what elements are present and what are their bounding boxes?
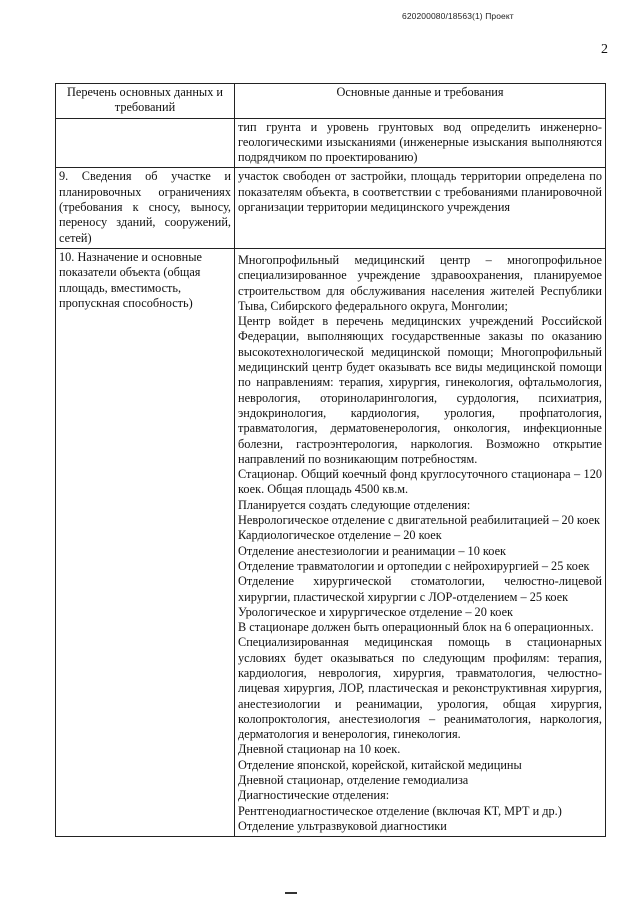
row-continuation-right: тип грунта и уровень грунтовых вод определить инженерно-геологическими изысканиями (инженерные изыскания выполняются подрядчиком по проектированию) (235, 118, 606, 168)
row9-right: участок свободен от застройки, площадь территории определена по показателям объекта, в соответствии с требованиями планировочной организации территории медицинского учреждения (235, 168, 606, 248)
paragraph: Отделение японской, корейской, китайской медицины (238, 757, 522, 772)
paragraph: Диагностические отделения: (238, 788, 390, 803)
paragraph: Стационар. Общий коечный фонд круглосуточного стационара – 120 коек. Общая площадь 4500 кв.м. (238, 467, 602, 497)
paragraph: Урологическое и хирургическое отделение – 20 коек (238, 604, 514, 619)
paragraph: Отделение травматологии и ортопедии с нейрохирургией – 25 коек (238, 558, 590, 573)
table-row (56, 248, 606, 836)
paragraph: Кардиологическое отделение – 20 коек (238, 528, 442, 543)
requirements-table (55, 83, 606, 837)
page-number: 2 (601, 42, 608, 57)
col1-header: Перечень основных данных и требований (56, 84, 235, 119)
document-id: 620200080/18563(1) Проект (402, 11, 514, 21)
table-header-row (56, 84, 606, 119)
table-row (56, 118, 606, 168)
paragraph: Рентгенодиагностическое отделение (включая КТ, МРТ и др.) (238, 803, 562, 818)
row10-left: 10. Назначение и основные показатели объекта (общая площадь, вместимость, пропускная способность) (56, 248, 235, 836)
scan-mark (285, 892, 297, 894)
paragraph: Многопрофильный медицинский центр – многопрофильное специализированное учреждение здравоохранения, планируемое строительством для обслуживания населения жителей Республики Тыва, Сибирского федерального округа, Монголии; (238, 252, 602, 313)
paragraph: Отделение ультразвуковой диагностики (238, 818, 447, 833)
row9-left: 9. Сведения об участке и планировочных ограничениях (требования к сносу, выносу, переносу зданий, сооружений, сетей) (56, 168, 235, 248)
row10-right (235, 248, 606, 836)
paragraph: Неврологическое отделение с двигательной реабилитацией – 20 коек (238, 513, 600, 528)
row-continuation-left (56, 118, 235, 168)
paragraph: Отделение анестезиологии и реанимации – 10 коек (238, 543, 507, 558)
paragraph: Специализированная медицинская помощь в стационарных условиях будет оказываться по следующим профилям: терапия, кардиология, неврология, хирургия, травматология, челюстно-лицевая хирургия, ЛОР, пластическая и реконструктивная хирургия, анестезиологии и реанимации, урология, общая хирургия, колопроктология, анестезиология – реаниматология, наркология, дерматология и венерология, гинекология. (238, 635, 602, 742)
paragraph: В стационаре должен быть операционный блок на 6 операционных. (238, 620, 594, 635)
paragraph: Дневной стационар, отделение гемодиализа (238, 773, 469, 788)
paragraph: Планируется создать следующие отделения: (238, 497, 471, 512)
paragraph: Дневной стационар на 10 коек. (238, 742, 401, 757)
paragraph: Центр войдет в перечень медицинских учреждений Российской Федерации, выполняющих государственные заказы по оказанию высокотехнологической медицинской помощи; Многопрофильный медицинский центр будет оказывать все виды медицинской помощи по направлениям: терапия, хирургия, гинекология, офтальмология, неврология, оториноларингология, сурдология, психиатрия, эндокринология, кардиология, урология, профпатология, травматология, дерматовенерология, онкология, инфекционные болезни, гастроэнтерология, наркология. Возможно открытие направлений по возникающим потребностям. (238, 314, 602, 466)
paragraph: Отделение хирургической стоматологии, челюстно-лицевой хирургии, пластической хирургии с ЛОР-отделением – 25 коек (238, 574, 602, 604)
table-row (56, 168, 606, 248)
col2-header: Основные данные и требования (235, 84, 606, 119)
